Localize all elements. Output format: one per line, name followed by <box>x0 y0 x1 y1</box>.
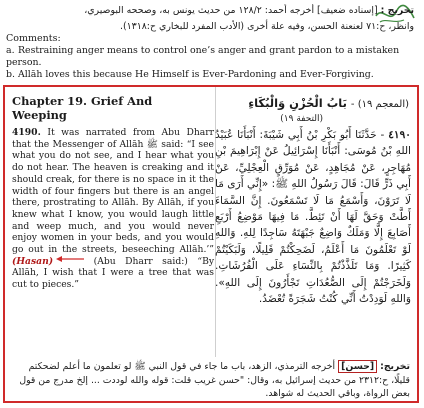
comment-text: Restraining anger means to control one’s anger and grant pardon to a mistaken person. <box>6 45 400 68</box>
takhrij-label: تخريج : <box>380 5 414 16</box>
takhrij-text-bottom: أخرجه الترمذي، الزهد، باب ما جاء في قول النبي ﷺ لو تعلمون ما أعلم لضحكتم قليلًا، ح:٢٣١٢ من حديث إسرائيل به، وقال: "حسن غريب قلت: قوله والله لوددت ... إلخ مدرج من قول بعض الرواة، وباقي الحديث له شواهد. <box>19 361 410 400</box>
chapter-title-ar <box>209 95 409 113</box>
grade-label: (Hasan) <box>12 255 54 267</box>
comment-a <box>6 45 416 68</box>
comment-text: Allāh loves this because He Himself is Ever-Pardoning and Ever-Forgiving. <box>18 69 374 80</box>
comment-key: b. <box>6 69 15 80</box>
hadith-number-ar: ٤١٩٠ <box>388 129 411 141</box>
grade-badge: [حسن] <box>338 360 377 373</box>
hadith-text: It was narrated from Abu Dharr that the Messenger of Allāh ﷺ said: “I see what you do not see, and I hear what you do not hear. The heaven is creaking and it should creak, for there is no space in it the width of four fingers but there is an angel there, prostrating to Allāh. By Allāh, if you knew what I know, you would laugh little and weep much, and you would never enjoy women in your beds, and you would go out in the streets, beseeching Allāh.’” <box>12 127 214 256</box>
takhrij-heading: تخريج: <box>380 361 410 372</box>
preceding-section <box>0 0 424 84</box>
comment-key: a. <box>6 45 15 56</box>
hadith-arabic <box>215 127 411 307</box>
hadith-english <box>12 127 214 291</box>
hadith-number: 4190. <box>12 127 41 138</box>
takhrij-text: [إسناده ضعيف] أخرجه أحمد: ١٢٨/٢ من حديث يونس به، وصححه البوصيري، <box>84 5 378 16</box>
tuhfa-reference: (التحفة ١٩) <box>280 114 323 124</box>
reference-line: وانظر، ح:٧١ لعنعنة الحسن، وفيه علة أخرى (الأدب المفرد للبخاري ح:١٣١٨). <box>120 21 414 32</box>
chapter-number-ar: (المعجم ١٩) - <box>350 99 409 110</box>
comments-heading: Comments: <box>6 33 61 44</box>
takhrij-block <box>12 360 410 401</box>
takhrij-line-top <box>54 4 414 18</box>
hadith-text-ar: - حَدَّثَنَا أَبُو بَكْرِ بْنُ أَبِي شَيْبَةَ: أَنْبَأَنَا عُبَيْدُ اللهِ بْنُ مُوسَى: أَنْبَأَنَا إِسْرَائِيلُ عَنْ إِبْرَاهِيمَ بْنِ مُهَاجِرٍ، عَنْ مُجَاهِدٍ، عَنْ مُوَرِّقٍ الْعِجْلِيِّ، عَنْ أَبِي ذَرٍّ قَالَ: قَالَ رَسُولُ اللهِ ﷺ: «إِنِّي أَرَى مَا لَا تَرَوْنَ، وَأَسْمَعُ مَا لَا تَسْمَعُونَ. إِنَّ السَّمَاءَ أَطَّتْ وَحَقَّ لَهَا أَنْ تَئِطَّ. مَا فِيهَا مَوْضِعُ أَرْبَعِ أَصَابِعَ إِلَّا وَمَلَكٌ وَاضِعٌ جَبْهَتَهُ سَاجِدًا لِلهِ. وَاللهِ لَوْ تَعْلَمُونَ مَا أَعْلَمُ، لَضَحِكْتُمْ قَلِيلًا، وَلَبَكَيْتُمْ كَثِيرًا. وَمَا تَلَذَّذْتُمْ بِالنِّسَاءِ عَلَى الْفُرُشَاتِ. وَلَخَرَجْتُمْ إِلَى الصُّعُدَاتِ تَجْأَرُونَ إِلَى اللهِ». وَاللهِ لَوَدِدْتُ أَنِّي كُنْتُ شَجَرَةً تُعْضَدُ. <box>215 129 411 306</box>
left-arrow-icon <box>56 256 84 262</box>
chapter-name-ar: بَابُ الْحُزْنِ وَالْبُكَاءِ <box>248 96 347 110</box>
hadith-tail: (Abu Dharr said:) “By Allāh, I wish that I were a tree that was cut to pieces.” <box>12 255 215 291</box>
chapter-frame <box>3 85 419 403</box>
comment-b <box>6 69 416 81</box>
chapter-title-en: Chapter 19. Grief And Weeping <box>12 94 153 122</box>
